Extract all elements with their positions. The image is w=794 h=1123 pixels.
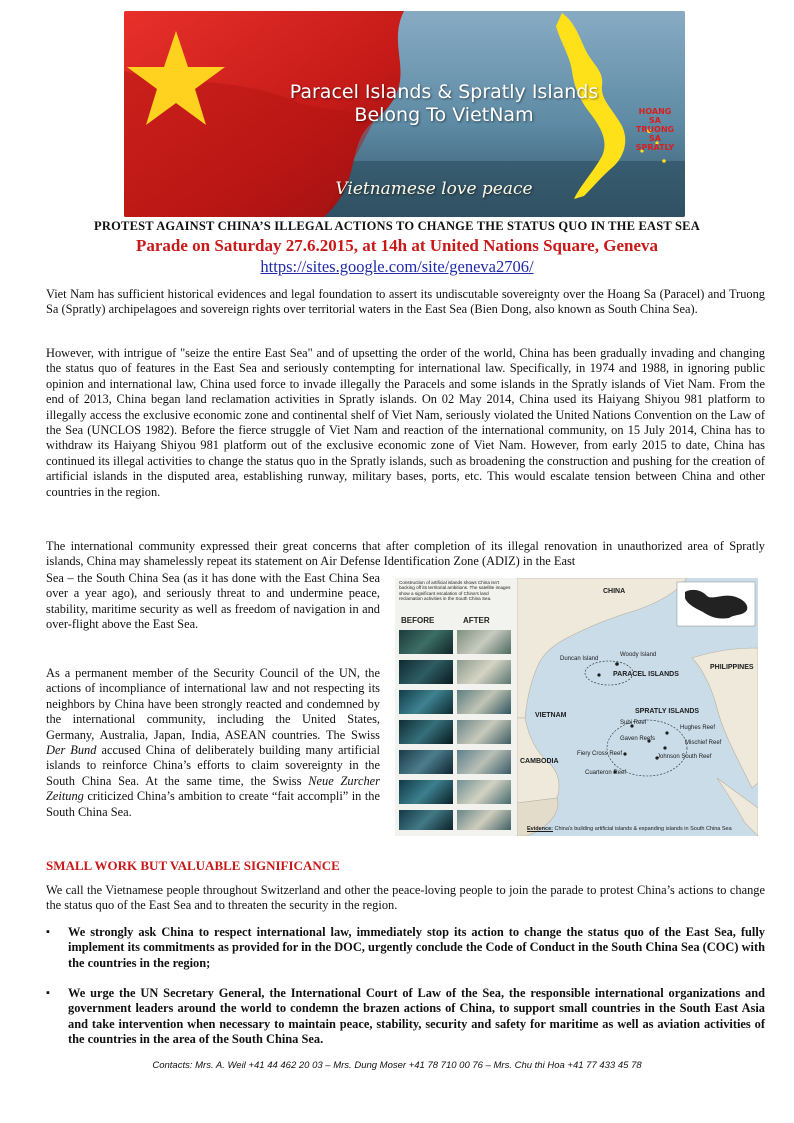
section-title: SMALL WORK BUT VALUABLE SIGNIFICANCE [46,858,340,873]
map-label-cuarteron-reef: Cuarteron Reef [585,770,627,776]
satellite-thumb [399,810,453,830]
badge-line2: TRUONG SA [635,125,675,143]
before-after-panel [395,578,517,836]
map-label-johnson-south-reef: Johnson South Reef [657,754,712,760]
page-headline: PROTEST AGAINST CHINA’S ILLEGAL ACTIONS TO CHANGE THE STATUS QUO IN THE EAST SEA [94,219,700,233]
demand-bullet-2 [46,986,765,1048]
p5-text-c: accused China of deliberately building many artificial islands to reinforce China’s efforts to claim sovereignty in the South China Sea. At the same time, the Swiss [46,743,380,788]
nzz-title: Neue Zurcher Zeitung [46,773,380,804]
badge-line1: HOANG SA [638,107,672,125]
header-banner [124,11,685,217]
map-label-woody-island: Woody Island [620,652,657,658]
p5-text-e: criticized China’s ambition to create “fait accompli” in the South China Sea. [46,789,380,819]
after-label: AFTER [463,616,490,625]
satellite-thumb [457,750,511,774]
satellite-thumb [457,720,511,744]
paragraph-china-actions: However, with intrigue of "seize the entire East Sea" and of upsetting the order of the world, China has been gradually invading and changing the status quo of features in the East Sea and seriously contempting for international law. Specifically, in 1974 and 1988, in ignoring public opinion and international law, China used force to invade illegally the Paracels and some islands in the Spratly islands of Viet Nam. From the end of 2013, China began land reclamation activities in Spratly islands. On 02 May 2014, China used its Haiyang Shiyou 981 platform to illegally access the exclusive economic zone and continental shelf of Viet Nam, seriously violated the United Nations Convention on the Law of the Sea (UNCLOS 1982). Before the fierce struggle of Viet Nam and reaction of the international community, on 15 July 2014, China has to withdraw its Haiyang Shiyou 981 platform out of the exclusive economic zone of Viet Nam. However, from early 2015 to date, China has continued its illegal activities to change the status quo in the Spratly islands, such as broadening the construction and pushing for the creation of artificial islands in the disputed area, establishing runway, military bases, ports, etc. This would escalate tension between China and other countries in the region. [46,346,765,499]
map-label-hughes-reef: Hughes Reef [680,725,716,731]
south-china-sea-figure [395,578,758,836]
badge-line3: SPRATLY [635,143,675,152]
map-label-china: CHINA [603,588,626,595]
map-label-duncan-island: Duncan Island [560,656,599,662]
parade-subheading: Parade on Saturday 27.6.2015, at 14h at United Nations Square, Geneva [136,236,658,255]
figure-caption: Construction of artificial islands shows China isn't backing off its territorial ambitions. The satellite images show a significant escalation of China's land reclamation activities in the South China Sea. [399,580,511,602]
map-label-cambodia: CAMBODIA [520,758,559,765]
satellite-thumb [399,690,453,714]
banner-title-line1: Paracel Islands & Spratly Islands [289,81,599,103]
banner-title-line2: Belong To VietNam [354,104,534,126]
map-label-mischief-reef: Mischief Reef [685,740,722,746]
bullet-text: We urge the UN Secretary General, the International Court of Law of the Sea, the responsible international organizations and government leaders around the world to condemn the brazen actions of China, to support small countries in the South East Asia and take intervention when necessary to maintain peace, stability, security and safety for maritime as well as aviation activities of the countries in the area of the South China Sea. [68,986,765,1047]
evidence-text: China's building artificial islands & expanding islands in South China Sea [552,826,732,832]
south-china-sea-map [517,578,758,836]
satellite-thumb [457,810,511,830]
figure-evidence-caption [527,826,732,832]
bullet-text: We strongly ask China to respect international law, immediately stop its action to change the status quo of the East Sea, fully implement its commitments as provided for in the DOC, urgently conclude the Code of Conduct in the South China Sea (COC) with the countries in the region; [68,925,765,970]
der-bund-title: Der Bund [46,743,97,758]
paragraph-condemnation [46,666,380,820]
banner-slogan: Vietnamese love peace [335,179,533,199]
bullet-marker: ▪ [46,987,50,999]
satellite-thumb [399,720,453,744]
satellite-thumb [457,690,511,714]
before-label: BEFORE [401,616,435,625]
evidence-label: Evidence: [527,826,553,832]
satellite-thumb [457,780,511,804]
satellite-thumb [457,660,511,684]
paragraph-sovereignty: Viet Nam has sufficient historical evidences and legal foundation to assert its undiscutable sovereignty over the Hoang Sa (Paracel) and Truong Sa (Spratly) archipelagoes and sovereign rights over territorial waters in the East Sea (Bien Dong, also known as South China Sea). [46,287,765,317]
contacts-line: Contacts: Mrs. A. Weil +41 44 462 20 03 – Mrs. Dung Moser +41 78 710 00 76 – Mrs. Chu thi Hoa +41 77 433 45 78 [152,1060,642,1071]
banner-badge [634,107,676,152]
satellite-thumb [399,780,453,804]
paragraph-call-to-action: We call the Vietnamese people throughout Switzerland and other the peace-loving people to join the parade to protest China’s actions to change the status quo of the East Sea and to threaten the security in the region. [46,883,765,913]
map-label-philippines: PHILIPPINES [710,664,754,671]
demand-bullet-1 [46,925,765,971]
satellite-thumb [399,660,453,684]
satellite-thumb [457,630,511,654]
site-link[interactable]: https://sites.google.com/site/geneva2706/ [260,257,534,276]
banner-title [254,81,634,127]
satellite-thumb [399,750,453,774]
p5-text-a: As a permanent member of the Security Council of the UN, the actions of incompliance of international law and not respecting its neighbors by China have been strongly reacted and condemned by the international community, including the United States, Germany, Australia, Japan, India, ASEAN countries. The Swiss [46,666,380,742]
paragraph-adiz-threat: Sea – the South China Sea (as it has done with the East China Sea over a year ago), and seriously threat to and undermine peace, stability, maritime security as well as freedom of navigation in and over-flight above the East Sea. [46,571,380,632]
map-label-spratly-islands: SPRATLY ISLANDS [635,708,700,715]
map-label-gaven-reefs: Gaven Reefs [620,736,656,742]
map-label-fiery-cross-reef: Fiery Cross Reef [577,751,623,757]
paragraph-international-concerns: The international community expressed their great concerns that after completion of its illegal renovation in unauthorized area of Spratly islands, China may shamelessly repeat its statement on Air Defense Identification Zone (ADIZ) in the East [46,539,765,569]
map-label-subi-reef: Subi Reef [620,720,647,726]
bullet-marker: ▪ [46,926,50,938]
satellite-thumb [399,630,453,654]
map-label-vietnam: VIETNAM [535,712,567,719]
map-label-paracel-islands: PARACEL ISLANDS [613,671,679,678]
